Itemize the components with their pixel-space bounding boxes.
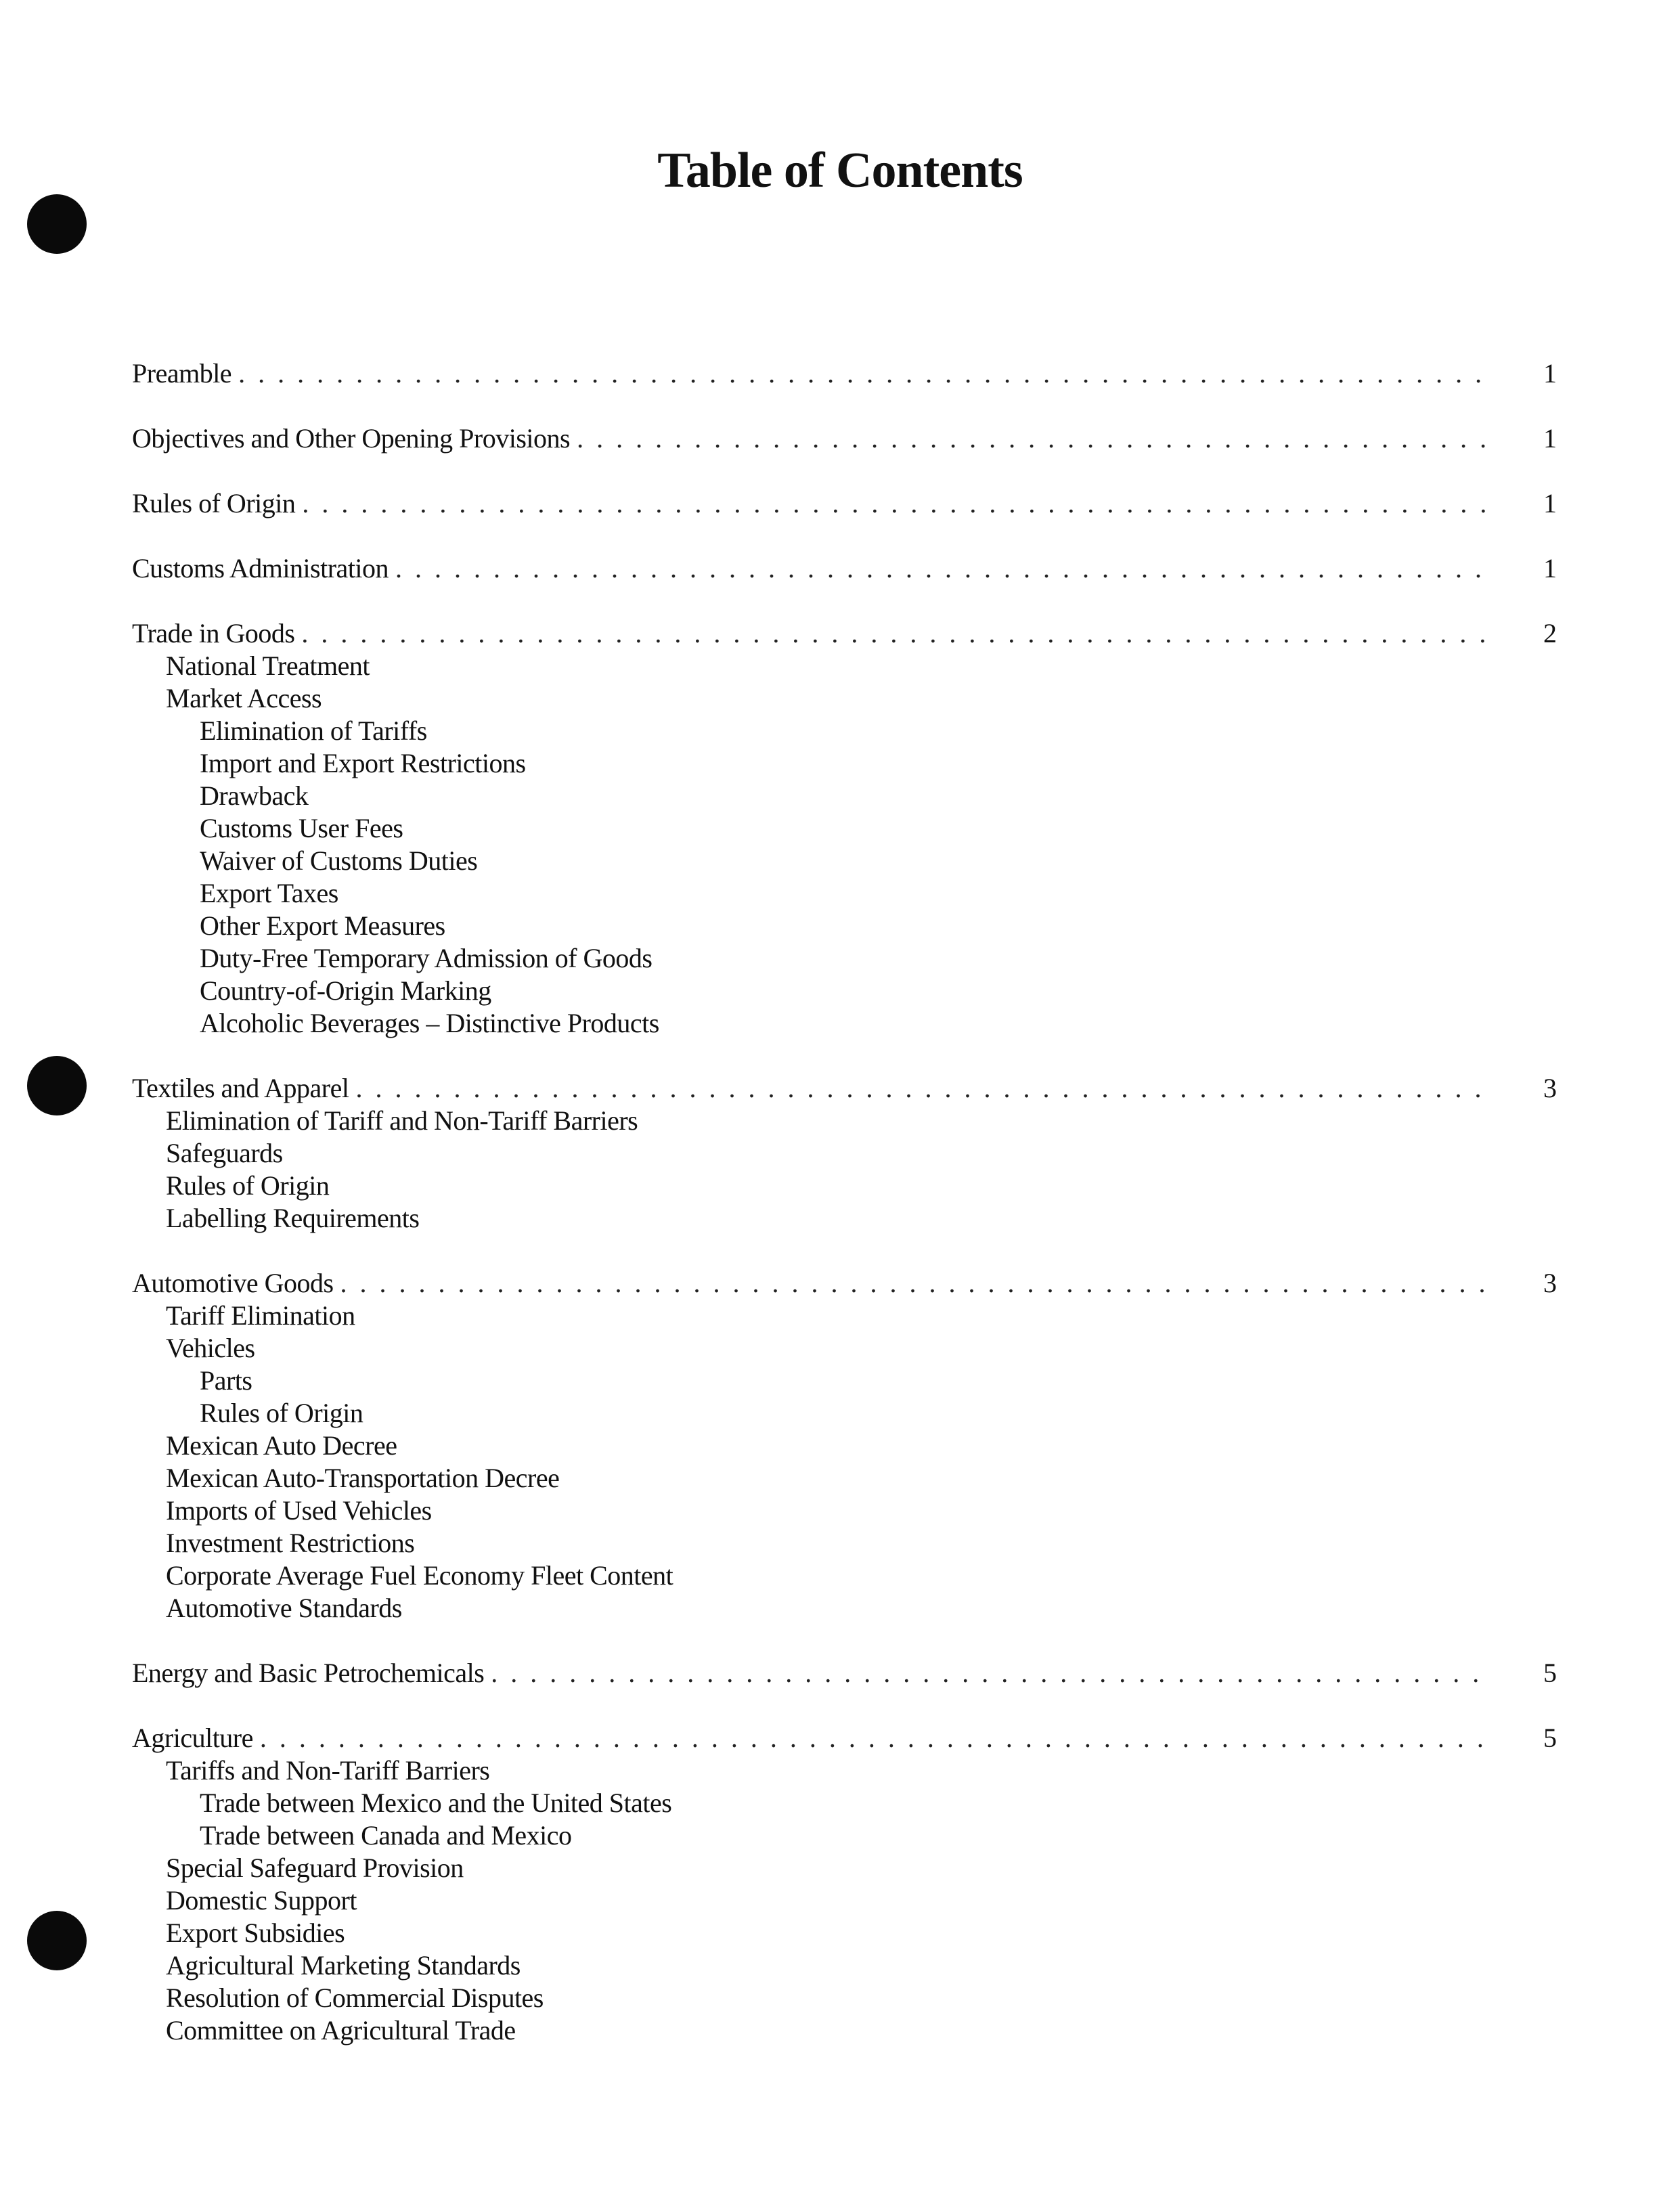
toc-subentry[interactable]: Waiver of Customs Duties (200, 845, 478, 876)
toc-page-number: 2 (1489, 617, 1557, 650)
toc-entry-label: Rules of Origin (132, 487, 302, 520)
toc-subentry[interactable]: Trade between Canada and Mexico (200, 1820, 572, 1851)
toc-subentry[interactable]: Export Taxes (200, 878, 338, 908)
toc-entry[interactable] (132, 357, 1557, 390)
toc-entry-label: Automotive Goods (132, 1267, 340, 1300)
toc-subentry[interactable]: Investment Restrictions (166, 1528, 415, 1558)
toc-subentry[interactable]: Committee on Agricultural Trade (166, 2015, 516, 2045)
toc-entry-label: Textiles and Apparel (132, 1072, 355, 1105)
toc-subentry[interactable]: Market Access (166, 683, 322, 713)
toc-subentry[interactable]: Elimination of Tariff and Non-Tariff Barriers (166, 1105, 638, 1136)
toc-page-number: 1 (1489, 357, 1557, 390)
toc-subentry[interactable]: Rules of Origin (166, 1170, 330, 1201)
toc-entry-label: Customs Administration (132, 552, 395, 585)
toc-subentry[interactable]: Import and Export Restrictions (200, 748, 526, 778)
toc-page-number: 3 (1489, 1267, 1557, 1300)
toc-entry[interactable] (132, 552, 1557, 585)
dot-leader (340, 1267, 1489, 1300)
toc-page-number: 1 (1489, 422, 1557, 455)
toc-subentry[interactable]: Customs User Fees (200, 813, 403, 843)
toc-entry[interactable] (132, 617, 1557, 650)
toc-subentry[interactable]: Safeguards (166, 1138, 283, 1168)
toc-subentry[interactable]: Export Subsidies (166, 1918, 345, 1948)
toc-subentry[interactable]: Automotive Standards (166, 1593, 402, 1623)
punch-hole (27, 1056, 87, 1115)
toc-entry-label: Objectives and Other Opening Provisions (132, 422, 577, 455)
toc-entry-label: Agriculture (132, 1722, 260, 1754)
dot-leader (355, 1072, 1489, 1105)
toc-subentry[interactable]: Alcoholic Beverages – Distinctive Products (200, 1008, 659, 1038)
toc-subentry[interactable]: Rules of Origin (200, 1398, 363, 1428)
toc-entry[interactable] (132, 1267, 1557, 1300)
toc-subentry[interactable]: Agricultural Marketing Standards (166, 1950, 521, 1981)
toc-page-number: 5 (1489, 1722, 1557, 1754)
page-title: Table of Contents (657, 143, 1023, 198)
dot-leader (301, 617, 1489, 650)
dot-leader (577, 422, 1489, 455)
toc-subentry[interactable]: Country-of-Origin Marking (200, 975, 491, 1006)
toc-page-number: 1 (1489, 487, 1557, 520)
toc-subentry[interactable]: Elimination of Tariffs (200, 715, 427, 746)
toc-subentry[interactable]: Mexican Auto Decree (166, 1430, 397, 1461)
toc-page-number: 1 (1489, 552, 1557, 585)
toc-entry-label: Preamble (132, 357, 238, 390)
toc-subentry[interactable]: Special Safeguard Provision (166, 1853, 464, 1883)
dot-leader (395, 552, 1489, 585)
toc-entry[interactable] (132, 1657, 1557, 1689)
toc-subentry[interactable]: National Treatment (166, 650, 370, 681)
toc-entry-label: Trade in Goods (132, 617, 301, 650)
toc-entry-label: Energy and Basic Petrochemicals (132, 1657, 491, 1689)
toc-subentry[interactable]: Mexican Auto-Transportation Decree (166, 1463, 560, 1493)
toc-entry[interactable] (132, 422, 1557, 455)
toc-subentry[interactable]: Parts (200, 1365, 252, 1396)
dot-leader (491, 1657, 1489, 1689)
toc-page-number: 5 (1489, 1657, 1557, 1689)
punch-hole (27, 194, 87, 254)
toc-entry[interactable] (132, 487, 1557, 520)
toc-subentry[interactable]: Imports of Used Vehicles (166, 1495, 432, 1526)
toc-subentry[interactable]: Other Export Measures (200, 910, 445, 941)
toc-entry[interactable] (132, 1072, 1557, 1105)
dot-leader (260, 1722, 1489, 1754)
toc-subentry[interactable]: Vehicles (166, 1333, 255, 1363)
toc-subentry[interactable]: Duty-Free Temporary Admission of Goods (200, 943, 653, 973)
dot-leader (238, 357, 1489, 390)
toc-subentry[interactable]: Labelling Requirements (166, 1203, 420, 1233)
toc-subentry[interactable]: Tariff Elimination (166, 1300, 355, 1331)
punch-hole (27, 1911, 87, 1970)
toc-subentry[interactable]: Trade between Mexico and the United States (200, 1788, 672, 1818)
toc-subentry[interactable]: Drawback (200, 780, 309, 811)
toc-subentry[interactable]: Corporate Average Fuel Economy Fleet Content (166, 1560, 673, 1591)
dot-leader (302, 487, 1489, 520)
table-of-contents (132, 357, 1557, 2047)
toc-subentry[interactable]: Tariffs and Non-Tariff Barriers (166, 1755, 490, 1786)
toc-entry[interactable] (132, 1722, 1557, 1754)
toc-subentry[interactable]: Domestic Support (166, 1885, 357, 1916)
toc-subentry[interactable]: Resolution of Commercial Disputes (166, 1983, 544, 2013)
toc-page-number: 3 (1489, 1072, 1557, 1105)
